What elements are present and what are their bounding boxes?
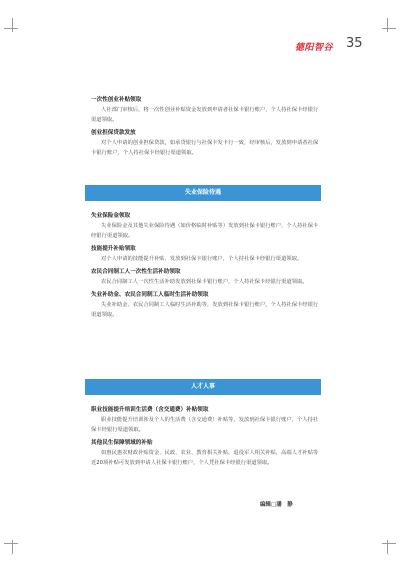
item-text: 如惠民惠农财政补贴资金、民政、农业、教育相关补贴，退役军人相关补贴，高端人才补贴等近20项补贴可发放到申请人社保卡银行账户，个人凭社保卡经银行渠道领取。 (91, 450, 319, 466)
item-title: 失业保险金领取 (91, 213, 131, 219)
list-item (91, 129, 321, 158)
editor-credit: 编辑□潘 静 (260, 502, 293, 508)
page-number: 35 (346, 36, 363, 51)
item-text: 失业保险金及其他失业保险待遇（如价格临时补贴等）发放到社保卡银行账户，个人持社保卡经银行渠道领取。 (91, 223, 319, 239)
section-band-talent: 人才人事 (85, 379, 321, 395)
item-title: 农民合同制工人一次性生活补助领取 (91, 269, 181, 275)
list-item (91, 439, 321, 468)
brand-logo: 德阳智谷 (295, 43, 334, 53)
list-item (91, 291, 321, 320)
section-unemployment (91, 212, 321, 324)
item-text: 对个人申请的技能提升补贴，发放到社保卡银行账户，个人持社保卡经银行渠道领取。 (101, 256, 303, 262)
item-title: 失业补助金、农民合同制工人临时生活补助领取 (91, 292, 209, 298)
item-text: 农民合同制工人一次性生活补助发放到社保卡银行账户，个人持社保卡经银行渠道领取。 (101, 279, 308, 285)
item-text: 失业补助金、农民合同制工人临时生活补助等，发放到社保卡银行账户，个人持社保卡经银行渠道领取。 (91, 302, 319, 318)
item-title: 其他民生保障领域的补贴 (91, 440, 153, 446)
item-text: 人社部门审核后，将一次性创业补贴资金发放到申请者社保卡银行账户，个人持社保卡经银行渠道领取。 (91, 107, 319, 123)
item-title: 一次性创业补贴领取 (91, 97, 142, 103)
section-band-unemployment: 失业保险待遇 (85, 185, 321, 201)
list-item (91, 406, 321, 435)
section-talent (91, 406, 321, 472)
crop-mark (4, 543, 18, 544)
list-item (91, 268, 321, 287)
item-title: 技能提升补贴领取 (91, 246, 136, 252)
item-text: 对个人申请的创业担保贷款，如承贷银行与社保卡发卡行一致，经审核后，发放到申请者社保卡银行账户，个人持社保卡经银行渠道领取。 (91, 140, 319, 156)
item-text: 职业技能提升培训涉及个人的生活费（含交通费）补贴等，发放到社保卡银行账户，个人持社保卡经银行渠道领取。 (91, 417, 319, 433)
list-item (91, 96, 321, 125)
list-item (91, 212, 321, 241)
section-entrepreneurship (91, 96, 321, 162)
item-title: 职业技能提升培训生活费（含交通费）补贴领取 (91, 407, 209, 413)
page-header (0, 0, 400, 62)
list-item (91, 245, 321, 264)
item-title: 创业担保贷款发放 (91, 130, 136, 136)
crop-mark (382, 543, 396, 544)
